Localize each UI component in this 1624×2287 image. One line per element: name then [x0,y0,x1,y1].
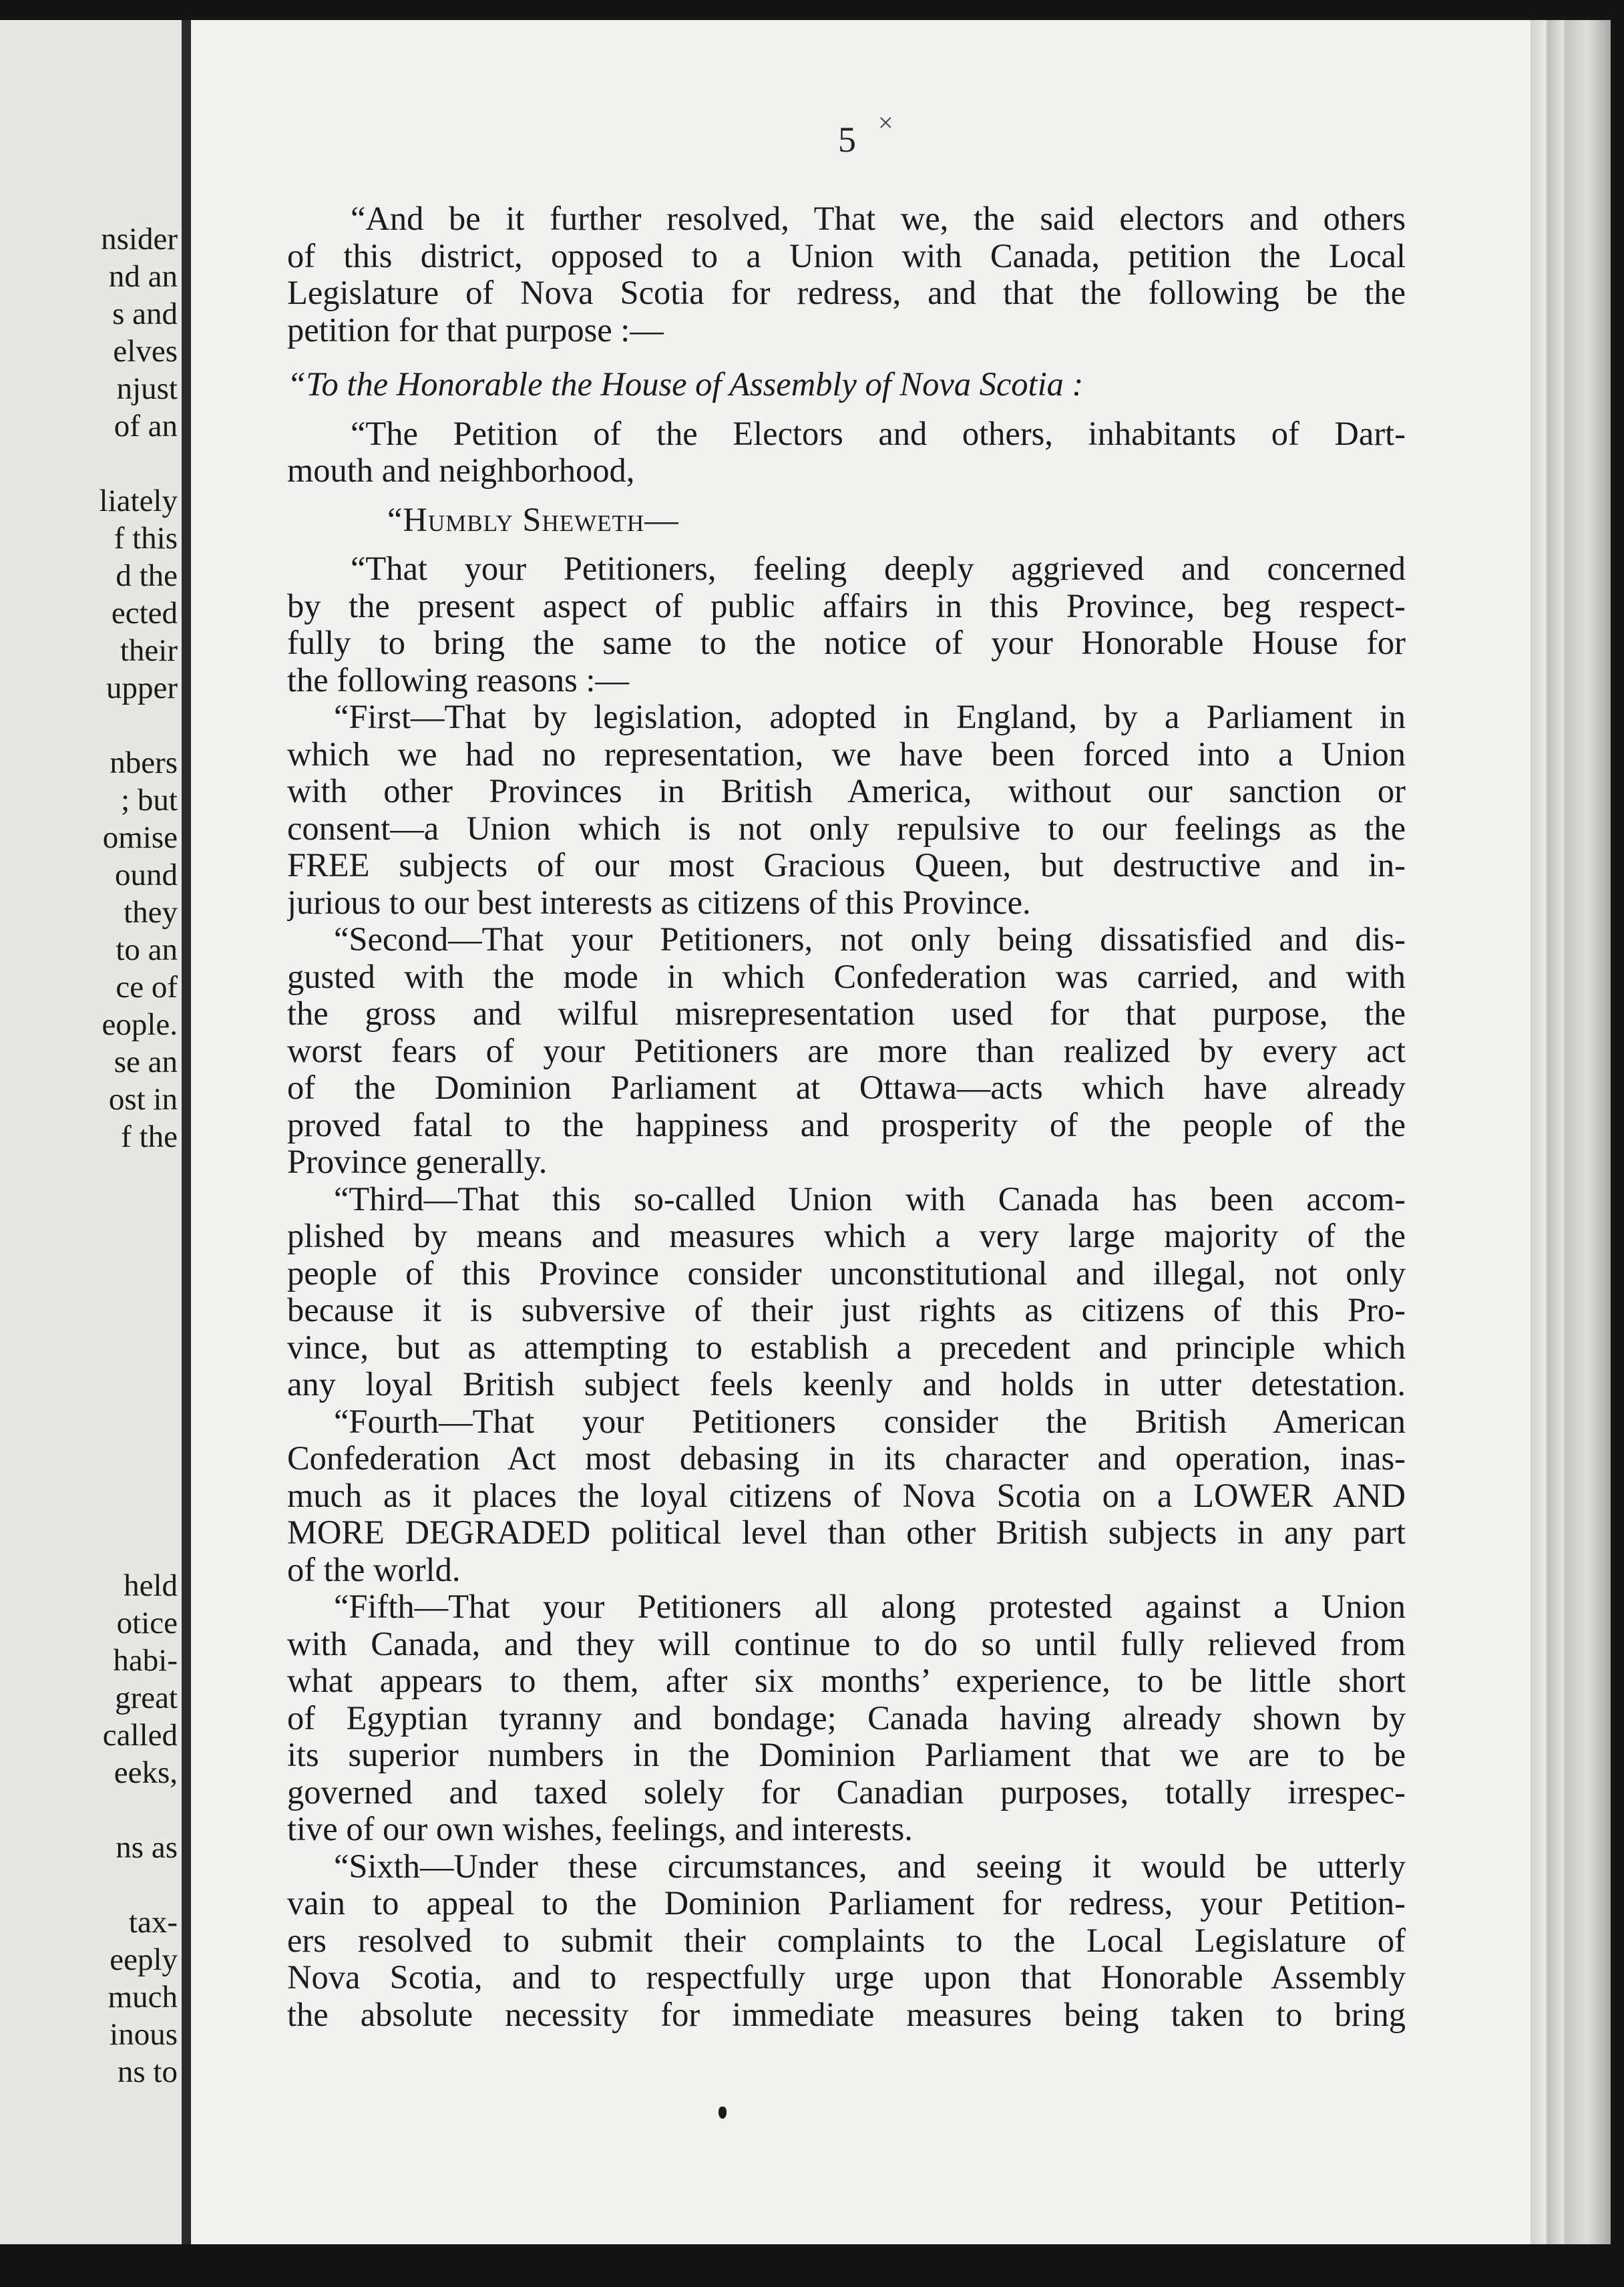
text-line: Province generally. [287,1144,548,1180]
text-line: of the world. [287,1551,461,1588]
left-page-fragment: f this [114,521,178,556]
left-page-fragment: inous [110,2017,178,2052]
text-line: proved fatal to the happiness and prosperity of the people of the [287,1106,1406,1144]
text-line: “And be it further resolved, That we, the said electors and others [351,200,1406,237]
left-page-fragment: of an [114,409,178,444]
text-line: of this district, opposed to a Union with Canada, petition the Local [287,237,1406,275]
left-page-fragment: nsider [101,222,178,256]
book-gutter [182,20,191,2244]
text-line: FREE subjects of our most Gracious Queen, but destructive and in- [287,847,1406,884]
text-line: petition for that purpose :— [287,311,664,349]
text-line: because it is subversive of their just rights as citizens of this Pro- [287,1292,1406,1329]
text-line: consent—a Union which is not only repulsive to our feelings as the [287,810,1406,847]
text-line: governed and taxed solely for Canadian purposes, totally irrespec- [287,1773,1406,1811]
text-line: with Canada, and they will continue to do so until fully relieved from [287,1625,1406,1662]
text-line: ers resolved to submit their complaints to the Local Legislature of [287,1922,1406,1959]
left-page-fragment: tax- [128,1905,178,1940]
left-page-fragment: ns as [116,1830,178,1865]
text-line: jurious to our best interests as citizens of this Province. [287,884,1031,921]
text-line: plished by means and measures which a very large majority of the [287,1218,1406,1254]
text-line: worst fears of your Petitioners are more than realized by every act [287,1032,1406,1069]
left-page-fragment: s and [112,297,178,331]
left-page-fragment: f the [121,1119,178,1154]
left-facing-page [0,20,182,2244]
left-page-fragment: omise [102,820,178,855]
left-page-fragment: to an [116,932,178,967]
left-page-fragment: ce of [116,970,178,1005]
left-page-fragment: liately [99,484,178,518]
document-body [287,200,1406,2033]
left-page-fragment: ost in [108,1082,178,1117]
left-page-fragment: eople. [102,1007,178,1042]
left-page-fragment: nbers [110,745,178,780]
text-line: “First—That by legislation, adopted in England, by a Parliament in [334,699,1406,735]
text-line: gusted with the mode in which Confederation was carried, and with [287,958,1406,995]
left-page-fragment: ected [111,596,178,631]
text-line: Nova Scotia, and to respectfully urge upon that Honorable Assembly [287,1959,1406,1996]
left-page-fragment: habi- [113,1643,178,1678]
text-line: its superior numbers in the Dominion Parliament that we are to be [287,1737,1406,1773]
left-page-fragment: eeks, [114,1755,178,1790]
text-line: people of this Province consider unconstitutional and illegal, not only [287,1254,1406,1292]
left-page-fragment: much [108,1980,178,2014]
text-line: fully to bring the same to the notice of your Honorable House for [287,625,1406,661]
left-page-fragment: elves [113,334,178,369]
text-line: mouth and neighborhood, [287,452,635,489]
left-page-fragment: called [102,1718,178,1753]
text-line: Legislature of Nova Scotia for redress, and that the following be the [287,275,1406,311]
left-page-fragment: their [120,633,178,668]
left-page-fragment: otice [116,1606,178,1640]
text-line: tive of our own wishes, feelings, and interests. [287,1811,913,1848]
text-line: of the Dominion Parliament at Ottawa—acts which have already [287,1069,1406,1106]
text-line: by the present aspect of public affairs in this Province, beg respect- [287,587,1406,625]
text-line: “Third—That this so-called Union with Canada has been accom- [334,1180,1406,1218]
left-page-fragment: njust [116,371,178,406]
left-page-fragment: held [124,1568,178,1603]
text-line: much as it places the loyal citizens of Nova Scotia on a LOWER AND [287,1477,1406,1514]
left-page-fragment: ound [115,858,178,892]
left-page-fragment: great [115,1681,178,1715]
left-page-fragment: d the [116,558,178,593]
left-page-fragment: ; but [121,783,178,818]
left-page-fragment: ns to [117,2055,178,2089]
left-page-fragment: they [124,895,178,930]
left-page-fragment: upper [106,671,178,705]
text-line: “Fourth—That your Petitioners consider the British American [334,1403,1406,1440]
text-line: the gross and wilful misrepresentation used for that purpose, the [287,995,1406,1032]
margin-mark: × [878,108,893,138]
text-line: “That your Petitioners, feeling deeply aggrieved and concerned [351,550,1406,587]
text-line: of Egyptian tyranny and bondage; Canada having already shown by [287,1699,1406,1737]
text-line: Confederation Act most debasing in its character and operation, inas- [287,1440,1406,1477]
text-line: the absolute necessity for immediate measures being taken to bring [287,1996,1406,2033]
page-number: 5 [838,120,856,160]
text-line: vain to appeal to the Dominion Parliament for redress, your Petition- [287,1885,1406,1922]
ink-mark [719,2107,727,2119]
petition-heading: “To the Honorable the House of Assembly of Nova Scotia : [287,366,1084,403]
text-line: “Sixth—Under these circumstances, and seeing it would be utterly [334,1848,1406,1885]
text-line: with other Provinces in British America, without our sanction or [287,773,1406,810]
page-edge-stack [1531,20,1611,2244]
humbly-sheweth: “Humbly Sheweth— [387,501,679,538]
left-page-fragment: se an [114,1045,178,1079]
text-line: “Fifth—That your Petitioners all along protested against a Union [334,1588,1406,1625]
text-line: what appears to them, after six months’ experience, to be little short [287,1662,1406,1699]
text-line: the following reasons :— [287,661,629,699]
text-line: MORE DEGRADED political level than other British subjects in any part [287,1514,1406,1551]
text-line: any loyal British subject feels keenly and holds in utter detestation. [287,1366,1406,1403]
text-line: vince, but as attempting to establish a precedent and principle which [287,1329,1406,1366]
left-page-fragment: nd an [108,259,178,294]
text-line: which we had no representation, we have been forced into a Union [287,735,1406,773]
text-line: “The Petition of the Electors and others, inhabitants of Dart- [351,415,1406,452]
left-page-fragment: eeply [110,1942,178,1977]
text-line: “Second—That your Petitioners, not only being dissatisfied and dis- [334,921,1406,958]
